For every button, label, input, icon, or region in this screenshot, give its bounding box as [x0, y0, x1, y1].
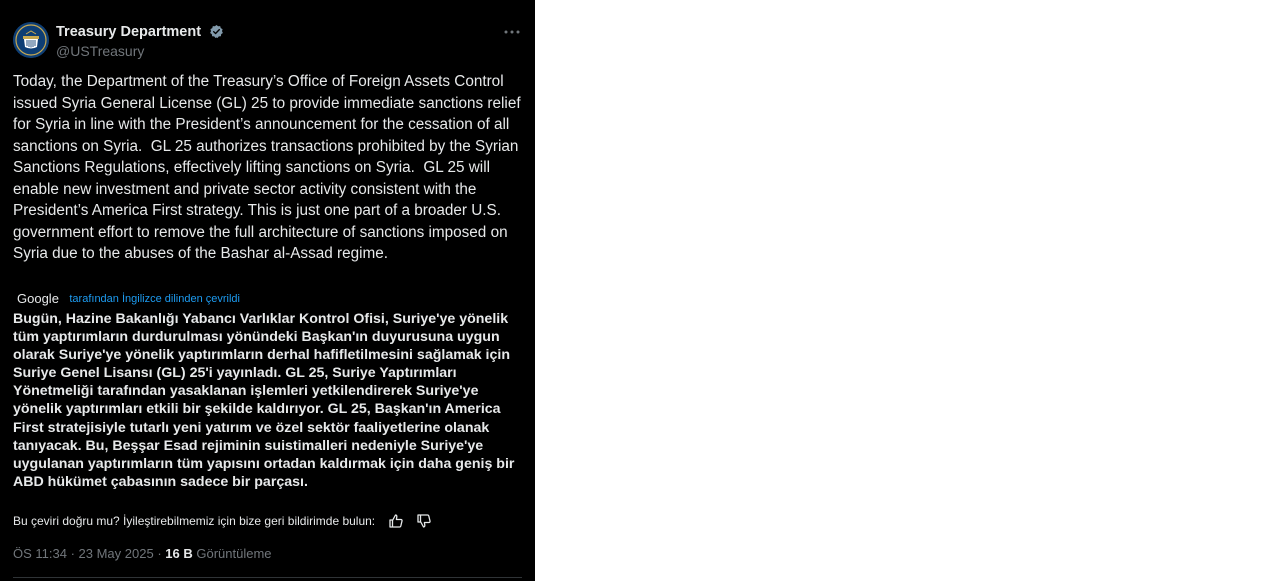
tweet-meta [13, 546, 272, 561]
more-dots-icon [501, 22, 523, 42]
tweet-time[interactable]: ÖS 11:34 [13, 546, 67, 561]
views-count: 16 B [165, 546, 193, 561]
translation-feedback [13, 512, 432, 530]
thumbs-down-icon[interactable] [416, 513, 432, 529]
divider [13, 577, 522, 578]
avatar[interactable] [13, 22, 49, 58]
translation-note-link[interactable]: tarafından İngilizce dilinden çevrildi [69, 292, 240, 305]
author-display-name[interactable]: Treasury Department [56, 23, 202, 40]
meta-separator: · [153, 546, 166, 561]
tweet-header [13, 22, 523, 62]
treasury-seal-icon [13, 22, 49, 58]
author-names[interactable] [56, 23, 224, 59]
verified-badge-icon[interactable] [209, 24, 224, 39]
tweet-panel [0, 0, 535, 581]
translation-attribution [17, 290, 240, 306]
feedback-question: Bu çeviri doğru mu? İyileştirebilmemiz için bize geri bildirimde bulun: [13, 513, 376, 528]
google-logo-text: Google [17, 291, 59, 307]
author-handle[interactable]: @USTreasury [56, 43, 145, 59]
tweet-date[interactable]: 23 May 2025 [78, 546, 154, 561]
tweet-text: Today, the Department of the Treasury’s Office of Foreign Assets Control issued Syria General License (GL) 25 to provide immediate sanctions relief for Syria in line with the President’s announcement for the cessation of all sanctions on Syria. GL 25 authorizes transactions prohibited by the Syrian Sanctions Regulations, effectively lifting sanctions on Syria. GL 25 will enable new investment and private sector activity consistent with the President’s America First strategy. This is just one part of a broader U.S. government effort to remove the full architecture of sanctions imposed on Syria due to the abuses of the Bashar al-Assad regime. [13, 73, 525, 262]
thumbs-up-icon[interactable] [388, 513, 404, 529]
views-label: Görüntüleme [196, 546, 272, 561]
meta-separator: · [66, 546, 79, 561]
translated-text: Bugün, Hazine Bakanlığı Yabancı Varlıklar Kontrol Ofisi, Suriye'ye yönelik tüm yaptırımların durdurulması yönündeki Başkan'ın duyurusuna uygun olarak Suriye'ye yönelik yaptırımların derhal hafifletilmesini sağlamak için Suriye Genel Lisansı (GL) 25'i yayınladı. GL 25, Suriye Yaptırımları Yönetmeliği tarafından yasaklanan işlemleri yetkilendirerek Suriye'ye yönelik yaptırımları etkili bir şekilde kaldırıyor. GL 25, Başkan'ın America First stratejisiyle tutarlı yeni yatırım ve özel sektör faaliyetlerine olanak tanıyacak. Bu, Beşşar Esad rejiminin suistimalleri nedeniyle Suriye'ye uygulanan yaptırımların tüm yapısını ortadan kaldırmak için daha geniş bir ABD hükümet çabasının sadece bir parçası. [13, 311, 515, 490]
more-options-button[interactable] [501, 22, 523, 42]
